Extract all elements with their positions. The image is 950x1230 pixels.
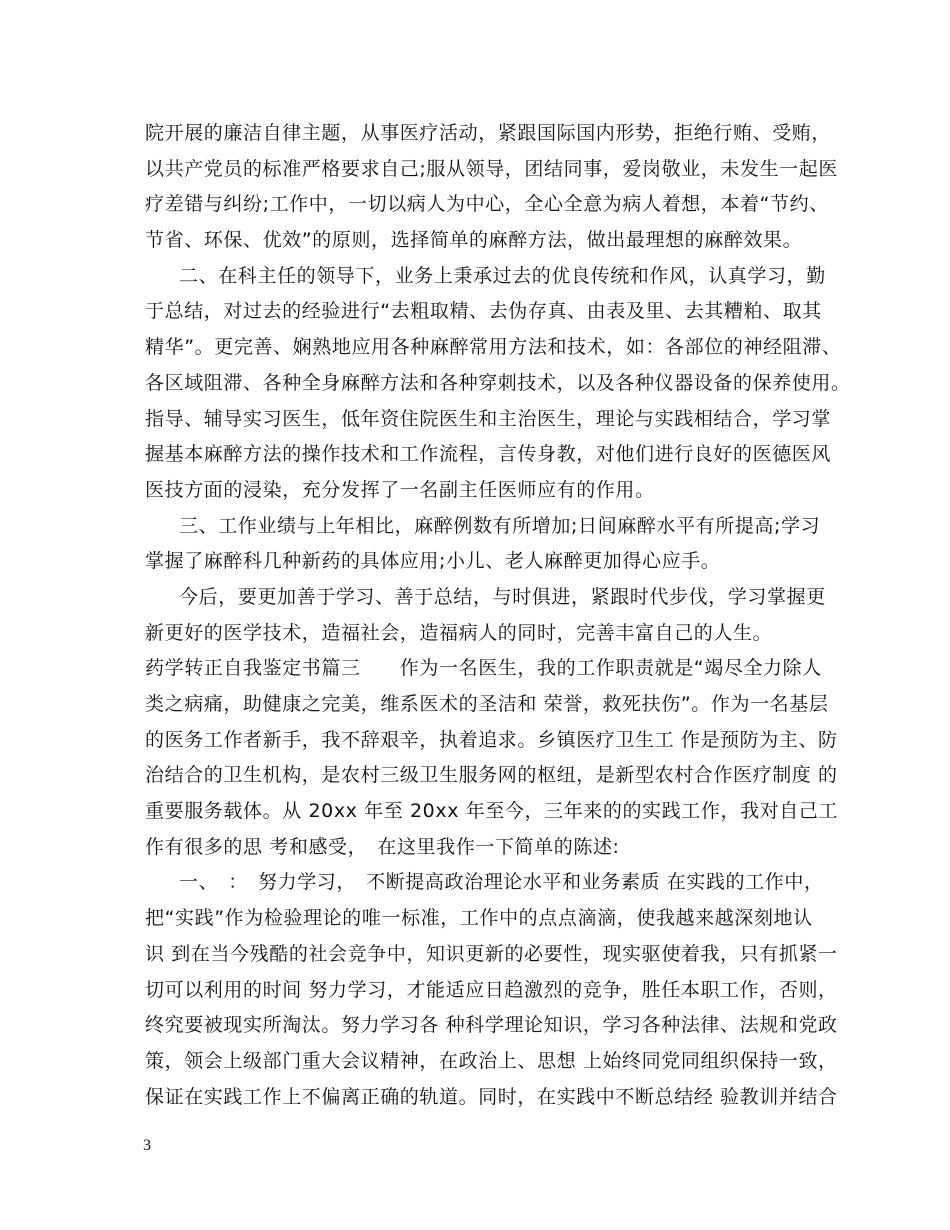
paragraph-line: 于总结，对过去的经验进行“去粗取精、去伪存真、由表及里、去其糟粕、取其 (145, 300, 822, 323)
section-heading-line: 药学转正自我鉴定书篇三 作为一名医生，我的工作职责就是“竭尽全力除人 (145, 657, 822, 680)
document-body (145, 116, 851, 1115)
paragraph-line: 指导、辅导实习医生，低年资住院医生和主治医生，理论与实践相结合，学习掌 (145, 407, 832, 430)
paragraph-line: 节省、环保、优效”的原则，选择简单的麻醉方法，做出最理想的麻醉效果。 (145, 229, 803, 252)
paragraph-line: 疗差错与纠纷;工作中，一切以病人为中心，全心全意为病人着想，本着“节约、 (145, 193, 829, 216)
paragraph-line: 各区域阻滞、各种全身麻醉方法和各种穿刺技术，以及各种仪器设备的保养使用。 (145, 371, 851, 394)
paragraph-line: 切可以利用的时间 努力学习，才能适应日趋激烈的竞争，胜任本职工作，否则， (145, 978, 838, 1001)
paragraph-line: 类之病痛，助健康之完美，维系医术的圣洁和 荣誉，救死扶伤”。作为一名基层 (145, 693, 829, 715)
paragraph-line: 新更好的医学技术，造福社会，造福病人的同时，完善丰富自己的人生。 (145, 621, 773, 644)
paragraph-line: 院开展的廉洁自律主题，从事医疗活动，紧跟国际国内形势，拒绝行贿、受贿， (145, 122, 832, 144)
paragraph-line: 重要服务载体。从 20xx 年至 20xx 年至今，三年来的的实践工作，我对自己工 (145, 800, 839, 823)
paragraph-line: 精华”。更完善、娴熟地应用各种麻醉常用方法和技术，如：各部位的神经阻滞、 (145, 336, 842, 359)
paragraph-line: 治结合的卫生机构，是农村三级卫生服务网的枢纽，是新型农村合作医疗制度 的 (145, 764, 838, 787)
paragraph-line: 终究要被现实所淘汰。努力学习各 种科学理论知识，学习各种法律、法规和党政 (145, 1014, 838, 1037)
paragraph-line: 把“实践”作为检验理论的唯一标准，工作中的点点滴滴，使我越来越深刻地认 (145, 907, 813, 930)
paragraph-line: 识 到在当今残酷的社会竞争中，知识更新的必要性，现实驱使着我，只有抓紧一 (145, 942, 838, 965)
paragraph-line: 三、工作业绩与上年相比，麻醉例数有所增加;日间麻醉水平有所提高;学习 (179, 514, 821, 537)
page-number: 3 (143, 1137, 151, 1154)
paragraph-line: 以共产党员的标准严格要求自己;服从领导，团结同事，爱岗敬业，未发生一起医 (145, 157, 839, 180)
paragraph-line: 握基本麻醉方法的操作技术和工作流程，言传身教，对他们进行良好的医德医风 (145, 443, 832, 466)
paragraph-line: 今后，要更加善于学习、善于总结，与时俱进，紧跟时代步伐，学习掌握更 (179, 585, 826, 608)
paragraph-line: 掌握了麻醉科几种新药的具体应用;小儿、老人麻醉更加得心应手。 (145, 550, 721, 573)
paragraph-line: 二、在科主任的领导下，业务上秉承过去的优良传统和作风，认真学习，勤 (179, 264, 826, 287)
paragraph-line: 保证在实践工作上不偏离正确的轨道。同时，在实践中不断总结经 验教训并结合 (145, 1085, 838, 1108)
paragraph-line: 一、 ： 努力学习， 不断提高政治理论水平和业务素质 在实践的工作中， (179, 871, 824, 894)
paragraph-line: 作有很多的思 考和感受， 在这里我作一下简单的陈述: (145, 835, 620, 858)
paragraph-line: 的医务工作者新手，我不辞艰辛，执着追求。乡镇医疗卫生工 作是预防为主、防 (145, 728, 838, 751)
paragraph-line: 策，领会上级部门重大会议精神，在政治上、思想 上始终同党同组织保持一致， (145, 1049, 838, 1072)
paragraph-line: 医技方面的浸染，充分发挥了一名副主任医师应有的作用。 (145, 478, 655, 501)
